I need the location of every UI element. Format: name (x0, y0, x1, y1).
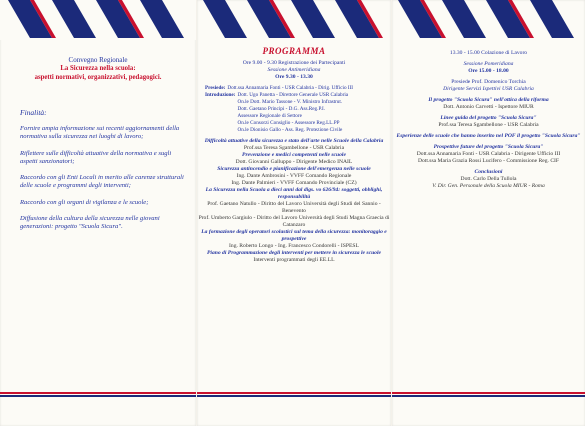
finalita-item: Diffusione della cultura della sicurezza nelle giovani generazioni: progetto "Scuola Sicura". (20, 215, 160, 231)
finalita-heading: Finalità: (20, 108, 47, 117)
footer-bar (392, 392, 585, 398)
left-panel (0, 0, 196, 426)
presiede-row (197, 85, 391, 92)
finalita-item: Fornire ampia informazione sui recenti aggiornamenti della normativa sulla sicurezza nei luoghi di lavoro; (20, 125, 180, 141)
intro-item: Assessore Regionale di Settore (237, 113, 302, 119)
lunch-line: 13.30 - 15.00 Colazione di Lavoro (449, 50, 528, 56)
header-stripes (197, 0, 391, 40)
header-stripes (0, 0, 196, 40)
programma-title: PROGRAMMA (262, 46, 326, 56)
talk-speaker: Prof. Gaetano Natullo - Diritto del Lavoro Università degli Studi del Sannio - Benevento (207, 201, 381, 214)
conclusions-role: V. Dir. Gen. Personale della Scuola MIUR - Roma (432, 183, 545, 189)
talk-title: Prospettive future del progetto "Scuola Sicura" (433, 144, 544, 150)
finalita-list (0, 125, 196, 232)
talk-speaker: Prof.ssa Teresa Sgambellone - USR Calabria (438, 122, 539, 128)
talk-speaker: Interventi programmati degli EE.LL (253, 257, 335, 263)
finalita-item: Riflettere sulle difficoltà attuative della normativa e sugli aspetti sanzionatori; (20, 149, 172, 165)
intro-item: On.le Dott. Mario Tassone - V. Ministro Infrastrut. (237, 99, 343, 105)
talk-title: Prevenzione e medici competenti nelle scuole (242, 152, 346, 158)
talk-title: Linee guida del progetto "Scuola Sicura" (440, 115, 537, 121)
presiede-role: Dirigente Servizi Ispettivi USR Calabria (443, 86, 534, 92)
talk-title: Esperienze delle scuole che hanno inserito nel POF il progetto "Scuola Sicura" (396, 133, 581, 139)
talk-title: Difficoltà attuative della sicurezza e stato dell'arte nelle Scuole della Calabria (204, 138, 384, 144)
conclusions-speaker: Dott. Carlo Della Tullola (460, 176, 517, 182)
talk-speaker: Dott. Giovanni Galluppo - Dirigente Medico INAIL (235, 159, 353, 165)
talk-speaker: Prof. Umberto Gargiulo - Diritto del Lavoro Università degli Studi Magna Graecia di Catanzaro (198, 215, 390, 228)
talk-title: Piano di Programmazione degli interventi per mettere in sicurezza le scuole (206, 250, 382, 256)
intro-item: On.le Dionisio Gallo - Ass. Reg. Protezione Civile (237, 127, 343, 133)
intro-item: Dott. Ugo Panetta - Direttore Generale USR Calabria (237, 92, 349, 98)
middle-panel (197, 0, 391, 426)
talk-speaker: Ing. Roberto Longo - Ing. Francesco Condorelli - ISPESL (229, 243, 359, 249)
intro-list (237, 92, 387, 134)
talk-speaker: Dott.ssa Annamaria Fonti - USR Calabria - Dirigente Ufficio III (416, 151, 561, 157)
header-stripes (392, 0, 585, 40)
registration-line: Ore 9.00 - 9.30 Registrazione dei Partecipanti (242, 60, 346, 66)
presiede-line: Presiede Prof. Domenico Torchia (451, 79, 526, 85)
intro-item: Dott. Gaetano Principi - D.G. Ass.Reg.P.I. (237, 106, 326, 112)
conclusions-title: Conclusioni (474, 169, 503, 175)
talk-speaker: Ing. Dante Ambrosini - VVFF Comando Regionale (236, 173, 352, 179)
conference-title: Convegno Regionale (68, 56, 128, 64)
talk-title: La formazione degli operatori scolastici sul tema della sicurezza: monitoraggio e prospettive (201, 229, 387, 242)
conference-subtitle-2: aspetti normativi, organizzativi, pedagogici. (34, 73, 162, 81)
talk-speaker: Dott.ssa Maria Grazia Rossi Lucifero - Commissione Reg. CIF (417, 158, 560, 164)
right-panel (392, 0, 585, 426)
intro-label: Introduzione: (205, 92, 236, 98)
session-title: Sessione Antimeridiana (267, 67, 321, 73)
talk-title: Il progetto "Scuola Sicura" nell'ottica della riforma (428, 97, 549, 103)
conference-subtitle-1: La Sicurezza nella scuola: (60, 65, 136, 72)
talk-speaker: Prof.ssa Teresa Sgambellone - USR Calabria (243, 145, 345, 151)
intro-item: On.le Consorzi Consiglio - Assessore Reg.LL.PP (237, 120, 340, 126)
talk-title: Sicurezza antincendio e pianificazione dell'emergenza nelle scuole (217, 166, 371, 172)
session-title: Sessione Pomeridiana (463, 61, 514, 67)
session-hours: Ore 15.00 - 18.00 (468, 68, 509, 74)
footer-bar (0, 392, 196, 398)
presiede-label: Presiede: (205, 85, 226, 91)
talk-speaker: Dott. Antonio Carvetti - Ispettore MIUR (443, 104, 534, 110)
footer-bar (197, 392, 391, 398)
session-hours: Ore 9.30 - 13.30 (275, 74, 313, 80)
intro-row (197, 92, 391, 134)
presiede-text: Dott.ssa Annamaria Fonti - USR Calabria - Dirig. Ufficio III (227, 85, 354, 91)
talk-speaker: Ing. Dante Palmieri - VVFF Comando Provinciale (CZ) (231, 180, 357, 186)
finalita-item: Raccordo con gli organi di vigilanza e le scuole; (20, 198, 149, 206)
talk-title: La Sicurezza nella Scuola a dieci anni dal digs. vo 626/94: soggetti, obblighi, responsabilità (205, 187, 383, 200)
finalita-item: Raccordo con gli Enti Locali in merito alle carenze strutturali delle scuole e programmi degli interventi; (20, 174, 184, 190)
